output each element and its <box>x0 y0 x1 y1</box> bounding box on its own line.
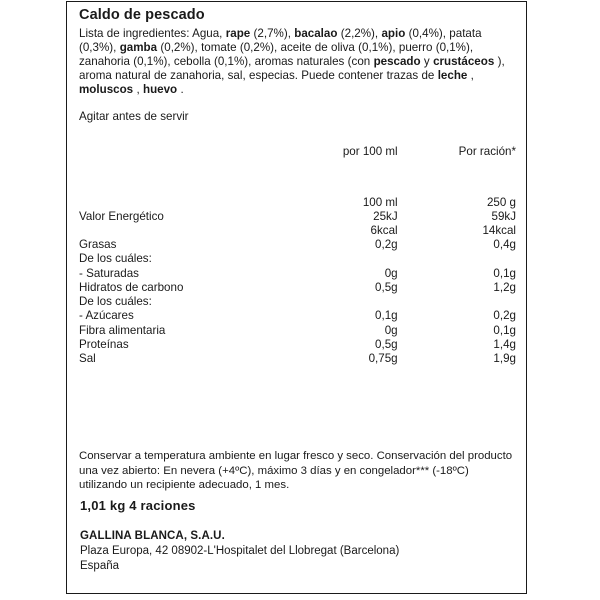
gap-cell <box>286 160 398 196</box>
nutrient-value-100ml <box>286 295 398 309</box>
allergen-gamba: gamba <box>119 41 158 55</box>
ingredient-text-10: . <box>177 83 184 97</box>
table-row <box>79 324 516 338</box>
usage-instruction: Agitar antes de servir <box>79 110 189 124</box>
company-address: Plaza Europa, 42 08902-L'Hospitalet del Llobregat (Barcelona) <box>80 545 400 557</box>
net-weight-servings: 1,01 kg 4 raciones <box>80 498 196 513</box>
nutrient-value-racion: 0,1g <box>493 266 516 280</box>
ingredients-text-1: Agua, <box>189 27 226 40</box>
nutrient-label: Proteínas <box>79 337 129 351</box>
ingredients-label: Lista de ingredientes: <box>79 27 190 40</box>
nutrient-label: De los cuáles: <box>79 295 152 309</box>
ingredient-text-9: , <box>133 83 143 97</box>
company-name: GALLINA BLANCA, S.A.U. <box>80 530 225 542</box>
nutrient-value-racion <box>398 295 516 309</box>
nutrition-header-blank <box>79 145 286 159</box>
table-row <box>79 267 516 281</box>
label-content <box>67 2 526 593</box>
nutrient-value-100ml: 0,1g <box>375 309 398 323</box>
nutrient-value-100ml: 100 ml <box>362 195 398 209</box>
page-title: Caldo de pescado <box>79 7 205 23</box>
allergen-crustaceos: crustáceos <box>433 55 495 69</box>
nutrient-value-racion <box>398 252 516 266</box>
nutrient-value-racion: 0,2g <box>493 309 516 323</box>
table-row <box>79 352 516 366</box>
nutrient-label: De los cuáles: <box>79 252 152 266</box>
nutrient-value-100ml <box>286 252 398 266</box>
nutrient-value-100ml: 25kJ <box>373 209 398 223</box>
table-row <box>79 252 516 266</box>
nutrition-header-per-racion: Por ración* <box>458 145 516 159</box>
table-row <box>79 338 516 352</box>
nutrient-label: Valor Energético <box>79 209 164 223</box>
nutrient-value-racion: 1,4g <box>493 337 516 351</box>
table-row <box>79 196 516 210</box>
allergen-pescado: pescado <box>373 55 421 69</box>
ingredient-text-3: (2,2%), <box>337 27 382 40</box>
gap-cell <box>398 160 516 196</box>
nutrition-table <box>79 145 516 366</box>
ingredient-text-6: y <box>420 55 434 69</box>
nutrient-value-100ml: 0,2g <box>375 238 398 252</box>
nutrient-value-100ml: 0g <box>384 266 398 280</box>
nutrient-value-racion: 0,1g <box>493 323 516 337</box>
allergen-apio: apio <box>381 27 406 40</box>
allergen-leche: leche <box>437 69 468 83</box>
nutrient-value-racion: 1,2g <box>493 280 516 294</box>
nutrition-table-wrapper <box>79 145 516 366</box>
ingredient-text-4: (0,4%), patata (0,3%), <box>79 27 482 55</box>
nutrition-header-gap <box>79 160 516 196</box>
nutrition-header-row <box>79 145 516 159</box>
nutrient-label <box>79 224 286 238</box>
ingredient-text-7: ), aroma natural de zanahoria, sal, especias. Puede contener trazas de <box>79 55 505 83</box>
company-country: España <box>80 560 120 572</box>
company-block <box>80 529 514 574</box>
nutrient-value-racion: 0,4g <box>493 238 516 252</box>
allergen-moluscos: moluscos <box>79 83 134 97</box>
nutrient-value-racion: 1,9g <box>493 351 516 365</box>
table-row <box>79 224 516 238</box>
allergen-huevo: huevo <box>143 83 178 97</box>
nutrient-label: Fibra alimentaria <box>79 323 166 337</box>
ingredient-text-8: , <box>467 69 474 83</box>
nutrient-value-racion: 59kJ <box>491 209 516 223</box>
nutrition-header-per-100ml: por 100 ml <box>342 145 398 159</box>
nutrient-value-racion: 250 g <box>486 195 516 209</box>
ingredients-paragraph <box>79 27 516 97</box>
nutrient-value-100ml: 0,5g <box>375 337 398 351</box>
nutrient-value-100ml: 0,5g <box>375 280 398 294</box>
nutrient-label: Hidratos de carbono <box>79 280 184 294</box>
nutrient-label: Sal <box>79 351 96 365</box>
spacer <box>79 97 516 110</box>
allergen-rape: rape <box>225 27 251 40</box>
table-row <box>79 210 516 224</box>
nutrient-label: Grasas <box>79 238 117 252</box>
nutrient-label: - Saturadas <box>79 266 139 280</box>
table-row <box>79 295 516 309</box>
nutrient-value-100ml: 6kcal <box>370 224 398 238</box>
nutrient-value-100ml: 0g <box>384 323 398 337</box>
table-row <box>79 281 516 295</box>
table-row <box>79 309 516 323</box>
table-row <box>79 238 516 252</box>
nutrient-label: - Azúcares <box>79 309 134 323</box>
ingredient-text-2: (2,7%), <box>250 27 295 40</box>
nutrient-label <box>79 196 286 210</box>
ingredient-text-5: (0,2%), tomate (0,2%), aceite de oliva (0,1%), puerro (0,1%), zanahoria (0,1%), cebolla (0,1%), aromas naturales (con <box>79 41 474 69</box>
nutrient-value-100ml: 0,75g <box>368 351 398 365</box>
nutrient-value-racion: 14kcal <box>482 224 516 238</box>
storage-instructions: Conservar a temperatura ambiente en lugar fresco y seco. Conservación del producto una vez abierto: En nevera (+4ºC), máximo 3 días y en congelador*** (-18ºC) utilizando un recipiente adecuado, 1 mes. <box>79 450 513 491</box>
gap-cell <box>79 160 286 196</box>
product-label-panel <box>66 1 527 594</box>
allergen-bacalao: bacalao <box>294 27 338 40</box>
